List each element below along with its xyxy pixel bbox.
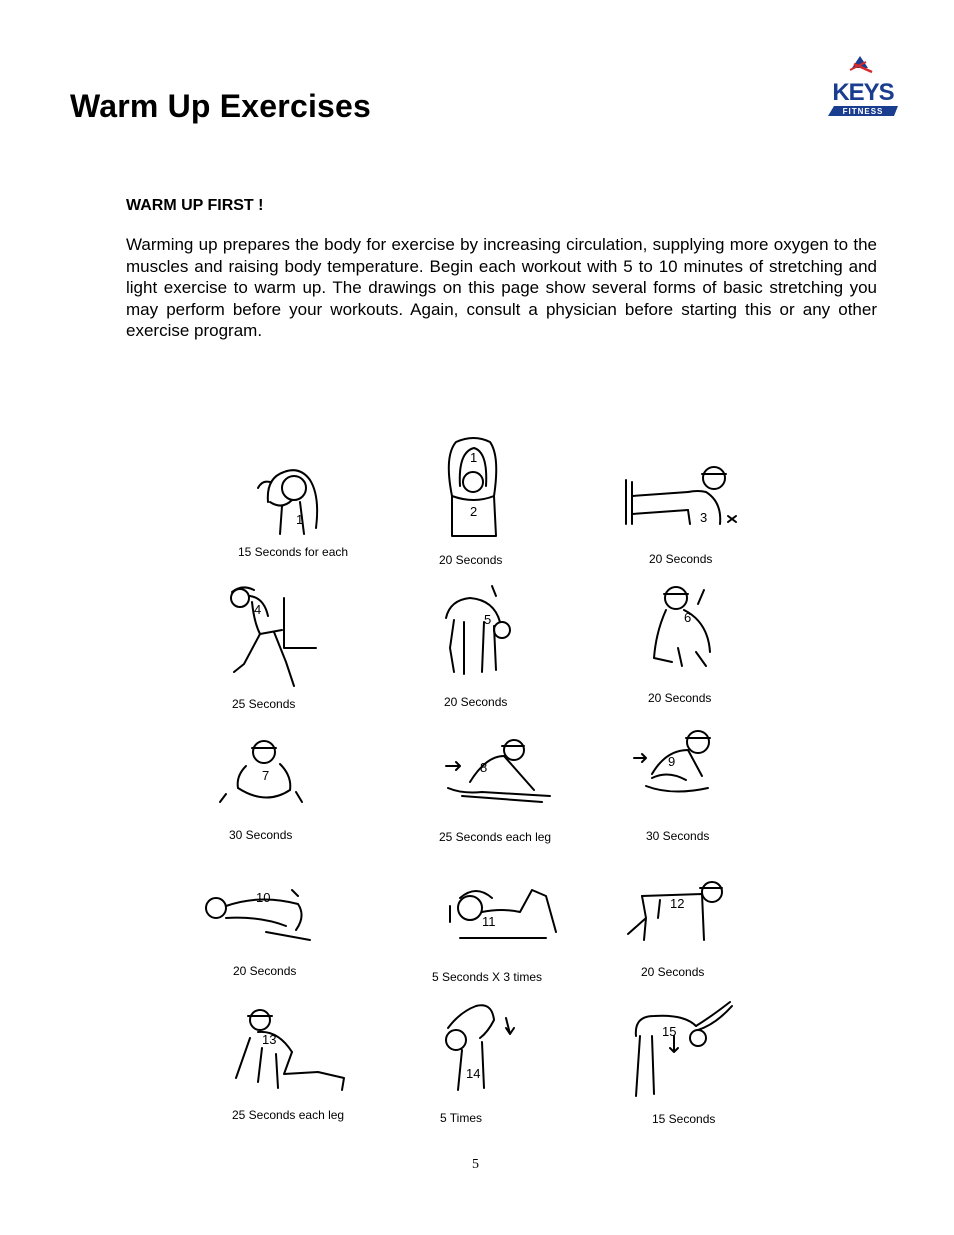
- exercise-3-illustration: [618, 462, 743, 528]
- exercise-7-illustration: [216, 736, 306, 808]
- keys-fitness-logo: [826, 54, 900, 118]
- exercise-13-illustration: [228, 1008, 348, 1100]
- page-number: 5: [472, 1157, 479, 1172]
- svg-text:KEYS: KEYS: [832, 79, 894, 106]
- exercise-1-caption: 15 Seconds for each: [238, 545, 349, 559]
- exercise-11-illustration: [446, 882, 562, 942]
- svg-text:14: 14: [466, 1066, 481, 1081]
- svg-text:3: 3: [700, 510, 708, 525]
- exercise-1-illustration: [248, 458, 338, 538]
- svg-text:7: 7: [262, 768, 270, 783]
- page-title: Warm Up Exercises: [70, 88, 372, 124]
- svg-text:13: 13: [262, 1032, 277, 1047]
- exercise-12-illustration: [624, 878, 724, 946]
- svg-text:1: 1: [296, 512, 304, 527]
- exercise-14-caption: 5 Times: [440, 1111, 483, 1125]
- svg-text:9: 9: [668, 754, 676, 769]
- svg-text:8: 8: [480, 760, 488, 775]
- exercise-9-illustration: [632, 726, 722, 796]
- svg-text:15: 15: [662, 1024, 677, 1039]
- intro-paragraph: Warming up prepares the body for exercise by increasing circulation, supplying more oxygen to the muscles and raising body temperature. Begin each workout with 5 to 10 minutes of stretching and light exercise to warm up. The drawings on this page show several forms of basic stretching you may perform before your workouts. Again, consult a physician before starting this or any other exercise program.: [126, 235, 877, 340]
- exercise-5-caption: 20 Seconds: [444, 695, 508, 709]
- exercise-15-illustration: [626, 996, 738, 1100]
- svg-text:6: 6: [684, 610, 692, 625]
- exercise-6-caption: 20 Seconds: [648, 691, 712, 705]
- svg-text:11: 11: [482, 914, 496, 929]
- exercise-2-illustration: [438, 436, 508, 544]
- exercise-4-illustration: [224, 582, 320, 690]
- exercise-14-illustration: [440, 998, 520, 1094]
- exercise-12-caption: 20 Seconds: [641, 965, 705, 979]
- exercise-5-illustration: [440, 582, 516, 680]
- exercise-10-caption: 20 Seconds: [233, 964, 297, 978]
- svg-text:FITNESS: FITNESS: [842, 107, 884, 116]
- svg-text:12: 12: [670, 896, 685, 911]
- svg-text:10: 10: [256, 890, 271, 905]
- exercise-8-caption: 25 Seconds each leg: [439, 830, 552, 844]
- svg-text:4: 4: [254, 602, 262, 617]
- exercise-7-caption: 30 Seconds: [229, 828, 293, 842]
- exercise-11-caption: 5 Seconds X 3 times: [432, 970, 543, 984]
- exercise-4-caption: 25 Seconds: [232, 697, 296, 711]
- exercise-15-caption: 15 Seconds: [652, 1112, 716, 1126]
- svg-text:5: 5: [484, 612, 492, 627]
- exercise-13-caption: 25 Seconds each leg: [232, 1108, 345, 1122]
- section-heading: WARM UP FIRST !: [126, 197, 264, 214]
- svg-text:2: 2: [470, 504, 478, 519]
- svg-text:1: 1: [470, 450, 478, 465]
- exercise-3-caption: 20 Seconds: [649, 552, 713, 566]
- exercise-2-caption: 20 Seconds: [439, 553, 503, 567]
- exercise-6-illustration: [648, 582, 720, 672]
- exercise-8-illustration: [442, 738, 556, 806]
- exercise-9-caption: 30 Seconds: [646, 829, 710, 843]
- exercise-10-illustration: [200, 886, 314, 944]
